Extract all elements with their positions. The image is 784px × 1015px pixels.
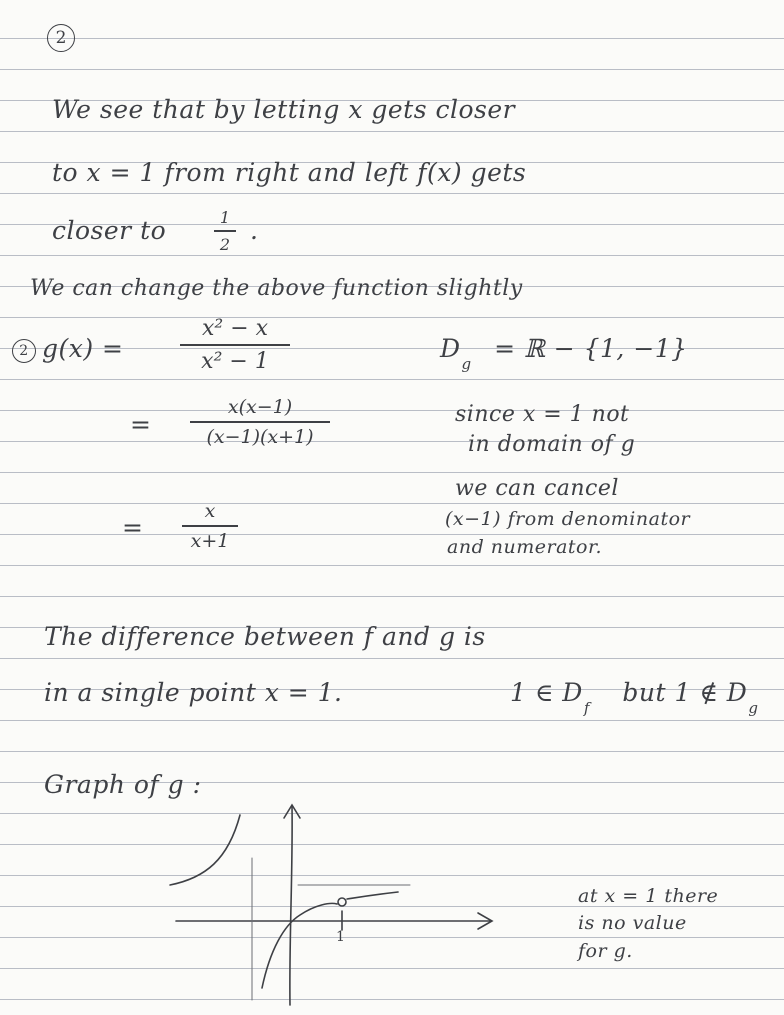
tick-label-1: 1 [336, 929, 346, 945]
fraction-numerator: 1 [219, 208, 231, 227]
text-line-3: closer to [52, 216, 167, 245]
text-line-3-period: . [250, 216, 259, 245]
hole-at-x-1 [338, 898, 346, 906]
text-line-1: We see that by letting x gets closer [52, 95, 516, 124]
fraction-denominator: 2 [219, 234, 231, 254]
difference-line-1: The difference between f and g is [44, 622, 486, 651]
equals-sign-2: = [130, 410, 152, 439]
left-branch [170, 815, 240, 885]
equation-lhs-text: g(x) = [42, 334, 124, 363]
fraction-3-numerator: x [204, 500, 216, 522]
domain-symbol: D [440, 334, 461, 363]
graph-note-3: for g. [578, 940, 633, 962]
note-line-5: and numerator. [447, 536, 603, 558]
difference-line-2: in a single point x = 1. [44, 678, 343, 707]
domain-set: = ℝ − {1, −1} [494, 334, 688, 363]
membership-f-subscript: f [583, 699, 590, 717]
non-membership-g-subscript: g [748, 699, 759, 717]
y-axis [290, 806, 292, 1005]
fraction-3-denominator: x+1 [190, 529, 230, 552]
note-line-3: we can cancel [455, 476, 619, 501]
domain-subscript: g [461, 355, 472, 373]
note-line-1: since x = 1 not [455, 402, 630, 427]
graph-note-2: is no value [578, 912, 687, 934]
fraction-2-numerator: x(x−1) [227, 396, 293, 418]
right-branch-right [347, 892, 398, 899]
fraction-1-denominator: x² − 1 [201, 348, 269, 374]
page-number: 2 [47, 24, 75, 52]
non-membership-g: but 1 ∉ D [622, 678, 748, 707]
right-branch-left [262, 903, 337, 988]
text-line-2: to x = 1 from right and left f(x) gets [52, 158, 527, 187]
equation-marker: 2 [12, 339, 36, 363]
equals-sign-3: = [122, 513, 144, 542]
fraction-2-denominator: (x−1)(x+1) [206, 425, 314, 448]
graph-title: Graph of g : [44, 770, 202, 799]
graph-note-1: at x = 1 there [578, 885, 719, 907]
note-line-2: in domain of g [468, 432, 636, 457]
fraction-1-numerator: x² − x [201, 316, 269, 341]
text-line-4: We can change the above function slightly [30, 276, 523, 301]
note-line-4: (x−1) from denominator [445, 508, 691, 530]
membership-f: 1 ∈ D [510, 678, 583, 707]
